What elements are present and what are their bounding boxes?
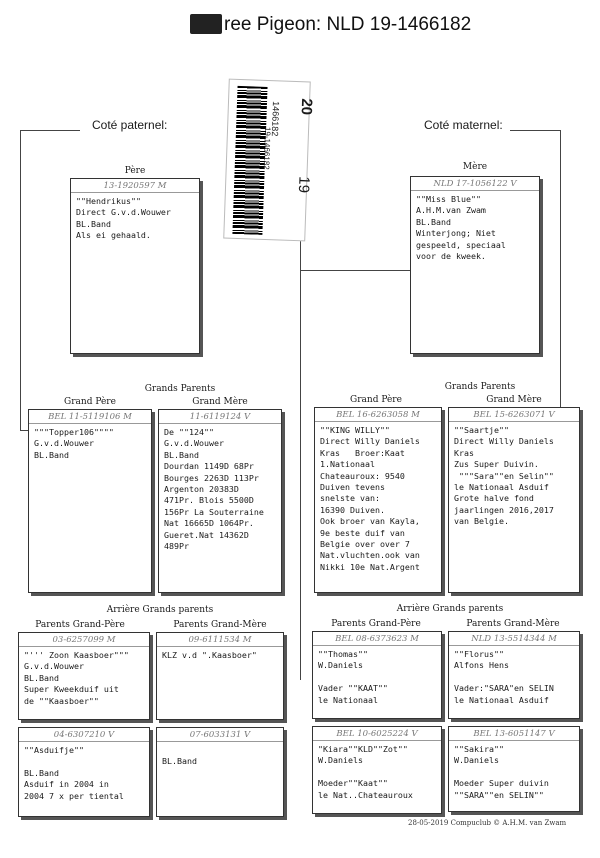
connector-line (300, 270, 410, 271)
ggp-card (18, 632, 150, 720)
ring-number: BEL 11-5119106 M (29, 410, 151, 424)
ring-number: 11-6119124 V (159, 410, 281, 424)
grandparents-heading-maternal: Grands Parents (444, 382, 516, 392)
grandfather-paternal-card (28, 409, 152, 593)
pigeon-details: ""Asduifje"" BL.Band Asduif in 2004 in 2004 7 x per tiental (24, 745, 124, 801)
connector-line (20, 430, 28, 431)
ring-number: NLD 17-1056122 V (411, 177, 539, 191)
pigeon-details: """Topper106"""" G.v.d.Wouwer BL.Band (34, 427, 114, 460)
scan-smudge (190, 14, 222, 34)
mother-card (410, 176, 540, 354)
grand-pere-heading-maternal: Grand Père (350, 395, 402, 405)
grand-pere-heading-paternal: Grand Père (64, 397, 116, 407)
label-year-b: 19 (294, 176, 313, 194)
grand-mere-heading-paternal: Grand Mère (192, 397, 248, 407)
ring-number: BEL 15-6263071 V (449, 408, 579, 422)
ring-number: 09-6111534 M (157, 633, 283, 647)
pigeon-details: "Kiara""KLD""Zot"" W.Daniels Moeder""Kaat"" le Nat..Chateauroux (318, 744, 413, 800)
pigeon-details: BL.Band (162, 756, 197, 767)
ggp-card (18, 727, 150, 817)
father-card (70, 178, 200, 354)
grandmother-maternal-card (448, 407, 580, 593)
ggp-card (448, 726, 580, 812)
ggp-card (312, 631, 442, 719)
ring-number: BEL 16-6263058 M (315, 408, 441, 422)
label-year-a: 20 (297, 98, 316, 116)
pigeon-details: ""KING WILLY"" Direct Willy Daniels Kras Broer:Kaat 1.Nationaal Chateauroux: 9540 Duiven tevens snelste van: 16390 Duiven. Ook broer van Kayla, 9e beste duif van Belgie over over 7 Nat.vluchten.ook van Nikki 10e Nat.Argent (320, 425, 420, 572)
pigeon-details: De ""124"" G.v.d.Wouwer BL.Band Dourdan 1149D 68Pr Bourges 2263D 113Pr Argenton 20383D 471Pr. Blois 5500D 156Pr La Souterraine Nat 16665D 1064Pr. Gueret.Nat 14362D 489Pr (164, 427, 264, 552)
ring-number: BEL 10-6025224 V (313, 727, 441, 741)
paternal-side-label: Coté paternel: (92, 118, 168, 132)
maternal-side-label: Coté maternel: (424, 118, 503, 132)
ggp-heading-maternal: Arrière Grands parents (396, 604, 504, 614)
ggp-card (156, 632, 284, 720)
ggp-card (156, 727, 284, 817)
footer: 28-05-2019 Compuclub © A.H.M. van Zwam (408, 819, 567, 827)
mother-heading: Mère (462, 162, 488, 172)
connector-line (560, 130, 561, 410)
pigeon-details: ""Thomas"" W.Daniels Vader ""KAAT"" le Nationaal (318, 649, 388, 705)
grandfather-maternal-card (314, 407, 442, 593)
ggp-card (448, 631, 580, 719)
ring-number: NLD 13-5514344 M (449, 632, 579, 646)
ggp-heading-paternal: Arrière Grands parents (106, 605, 214, 615)
pigeon-details: KLZ v.d ".Kaasboer" (162, 650, 257, 660)
grandparents-heading-paternal: Grands Parents (144, 384, 216, 394)
connector-line (300, 240, 301, 680)
pigeon-details: ""Miss Blue"" A.H.M.van Zwam BL.Band Winterjong; Niet gespeeld, speciaal voor de kweek. (416, 194, 506, 262)
pigeon-details: ""Saartje"" Direct Willy Daniels Kras Zus Super Duivin. """Sara""en Selin"" le Nationaal Asduif Grote halve fond jaarlingen 2016,2017 van Belgie. (454, 425, 554, 527)
pigeon-details: ""Florus"" Alfons Hens Vader:"SARA"en SELIN le Nationaal Asduif (454, 649, 554, 705)
ring-number: 04-6307210 V (19, 728, 149, 742)
ring-number: 13-1920597 M (71, 179, 199, 193)
ring-number: BEL 13-6051147 V (449, 727, 579, 741)
grand-mere-heading-maternal: Grand Mère (486, 395, 542, 405)
grandmother-paternal-card (158, 409, 282, 593)
parents-grand-pere-heading-maternal: Parents Grand-Père (331, 619, 421, 629)
page-title: ree Pigeon: NLD 19-1466182 (190, 14, 471, 36)
father-heading: Père (124, 166, 146, 176)
pigeon-details: ""Hendrikus"" Direct G.v.d.Wouwer BL.Band Als ei gehaald. (76, 196, 171, 241)
barcode-label (223, 79, 316, 242)
parents-grand-pere-heading-paternal: Parents Grand-Père (35, 620, 125, 630)
label-id: 19-1466182 (261, 126, 273, 170)
ring-number: BEL 08-6373623 M (313, 632, 441, 646)
ggp-card (312, 726, 442, 814)
ring-number: 07-6033131 V (157, 728, 283, 742)
connector-line (20, 130, 21, 430)
pigeon-details: ""Sakira"" W.Daniels Moeder Super duivin ""SARA""en SELIN"" (454, 744, 549, 800)
label-number: 1466182 (269, 101, 282, 137)
connector-line (20, 130, 80, 131)
parents-grand-mere-heading-maternal: Parents Grand-Mère (466, 619, 560, 629)
pigeon-details: "''' Zoon Kaasboer""" G.v.d.Wouwer BL.Band Super Kweekduif uit de ""Kaasboer"" (24, 650, 129, 706)
ring-number: 03-6257099 M (19, 633, 149, 647)
connector-line (510, 130, 560, 131)
parents-grand-mere-heading-paternal: Parents Grand-Mère (173, 620, 267, 630)
